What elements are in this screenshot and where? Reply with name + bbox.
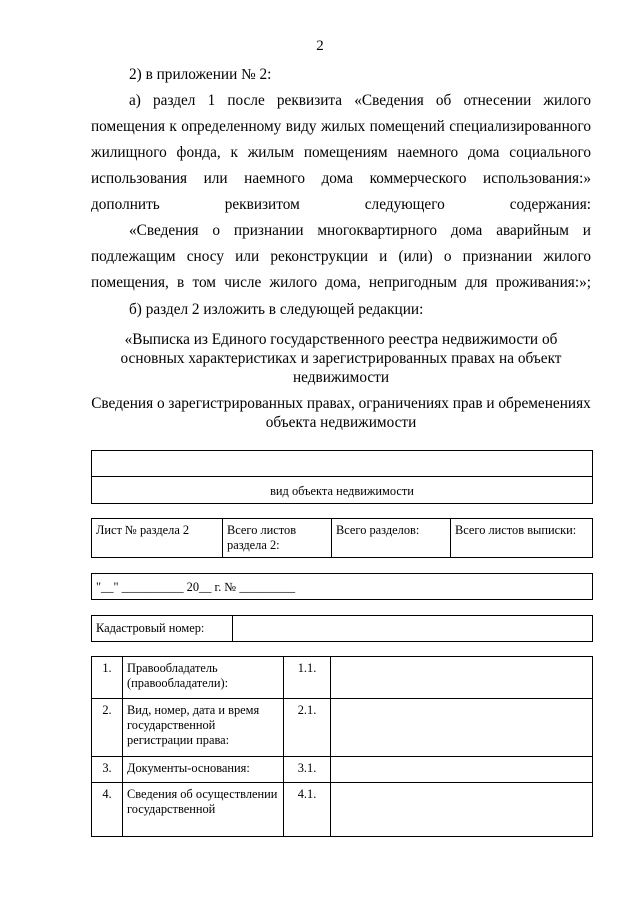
- sheet-no-cell: Лист № раздела 2: [92, 519, 223, 558]
- row-label: Вид, номер, дата и время государственной регистрации права:: [123, 699, 284, 757]
- total-sheets-extract-cell: Всего листов выписки:: [451, 519, 593, 558]
- row-number: 2.: [92, 699, 123, 757]
- date-line: "__" __________ 20__ г. № _________: [96, 580, 296, 594]
- row-code: 2.1.: [284, 699, 331, 757]
- extract-title: «Выписка из Единого государственного реестра недвижимости об основных характеристиках и зарегистрированных правах на объект недвижимости: [120, 331, 562, 386]
- row-code: 3.1.: [284, 757, 331, 783]
- row-code: 4.1.: [284, 783, 331, 837]
- row-code: 1.1.: [284, 657, 331, 699]
- rights-table: [91, 656, 593, 837]
- object-type-box: [91, 450, 593, 504]
- divider: [92, 476, 592, 477]
- table-row: [92, 699, 593, 757]
- sheet-info-table: [91, 518, 593, 558]
- cadastral-value: [233, 616, 593, 642]
- object-type-label: вид объекта недвижимости: [270, 484, 414, 498]
- cadastral-label: Кадастровый номер:: [92, 616, 233, 642]
- table-row: [92, 783, 593, 837]
- table-row: [92, 757, 593, 783]
- total-sheets-section-cell: Всего листов раздела 2:: [223, 519, 332, 558]
- rights-title: Сведения о зарегистрированных правах, ограничениях прав и обременениях объекта недвижимости: [91, 395, 591, 431]
- cadastral-table: [91, 615, 593, 642]
- date-box: [91, 573, 593, 600]
- table-row: [92, 657, 593, 699]
- total-sections-cell: Всего разделов:: [332, 519, 451, 558]
- row-value: [331, 699, 593, 757]
- item-2-heading: 2) в приложении № 2:: [129, 66, 272, 83]
- row-value: [331, 657, 593, 699]
- row-number: 1.: [92, 657, 123, 699]
- row-value: [331, 783, 593, 837]
- item-b-paragraph: б) раздел 2 изложить в следующей редакции:: [129, 301, 424, 318]
- item-a-paragraph: а) раздел 1 после реквизита «Сведения об отнесении жилого помещения к определенному виду жилых помещений специализированного жилищного фонда, к жилым помещениям наемного дома социального использования или наемного дома коммерческого использования:» дополнить реквизитом следующего содержания:: [91, 92, 591, 213]
- row-label: Сведения об осуществлении государственной: [123, 783, 284, 837]
- row-number: 4.: [92, 783, 123, 837]
- row-value: [331, 757, 593, 783]
- row-number: 3.: [92, 757, 123, 783]
- quote-paragraph: «Сведения о признании многоквартирного дома аварийным и подлежащим сносу или реконструкции и (или) о признании жилого помещения, в том числе жилого дома, непригодным для проживания:»;: [91, 222, 591, 291]
- row-label: Документы-основания:: [123, 757, 284, 783]
- row-label: Правообладатель (правообладатели):: [123, 657, 284, 699]
- page-number: 2: [316, 38, 324, 54]
